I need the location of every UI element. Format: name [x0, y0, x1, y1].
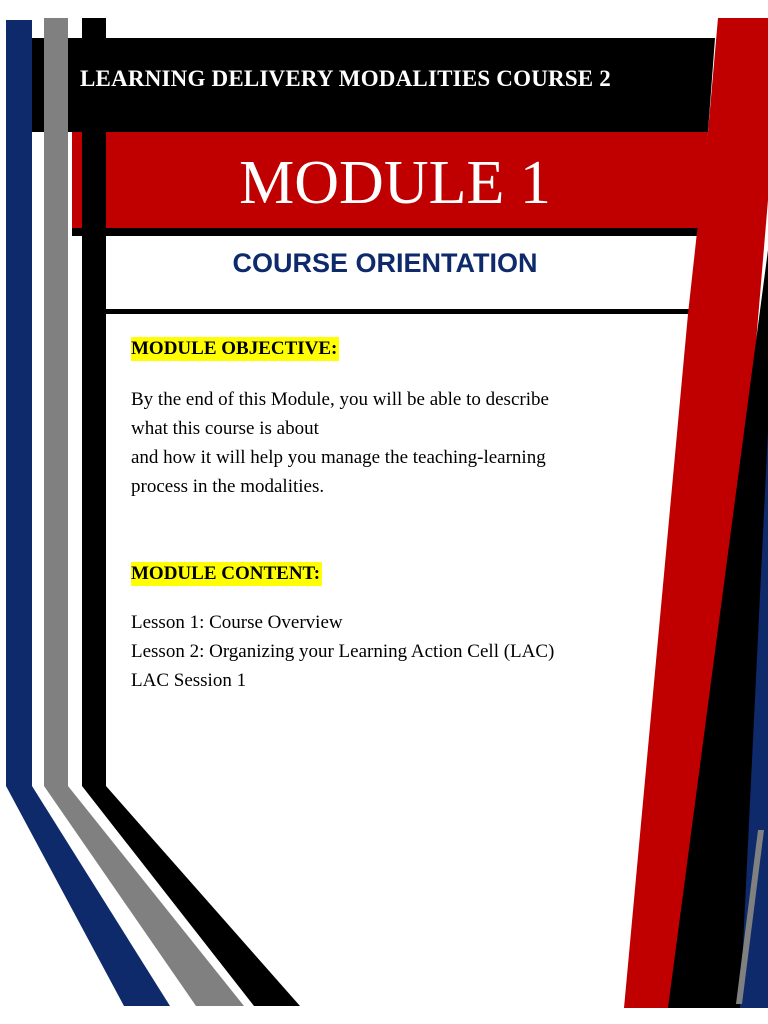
- content-item-lesson-1: Lesson 1: Course Overview: [131, 612, 343, 633]
- objective-heading: MODULE OBJECTIVE:: [131, 338, 338, 359]
- spacer: [131, 501, 661, 559]
- black-stripe: [82, 18, 106, 786]
- spacer: [131, 588, 661, 608]
- module-number: MODULE 1: [239, 149, 551, 217]
- title-rule: [104, 309, 692, 314]
- spacer: [131, 363, 661, 385]
- content-list: [131, 608, 661, 695]
- navy-stripe: [6, 20, 32, 786]
- objective-line: By the end of this Module, you will be able to describe: [131, 389, 549, 410]
- module-title: COURSE ORIENTATION: [232, 248, 538, 278]
- module-body: [131, 334, 661, 695]
- gray-stripe: [44, 18, 68, 786]
- content-item-lac-session-1: LAC Session 1: [131, 670, 247, 691]
- content-heading: MODULE CONTENT:: [131, 563, 321, 584]
- objective-paragraph: [131, 385, 661, 501]
- module-band-rule: [72, 228, 700, 236]
- objective-line: what this course is about: [131, 418, 319, 439]
- course-title: LEARNING DELIVERY MODALITIES COURSE 2: [80, 66, 611, 91]
- objective-line: and how it will help you manage the teaching-learning: [131, 447, 546, 468]
- objective-line: process in the modalities.: [131, 476, 325, 497]
- content-item-lesson-2: Lesson 2: Organizing your Learning Action Cell (LAC): [131, 641, 555, 662]
